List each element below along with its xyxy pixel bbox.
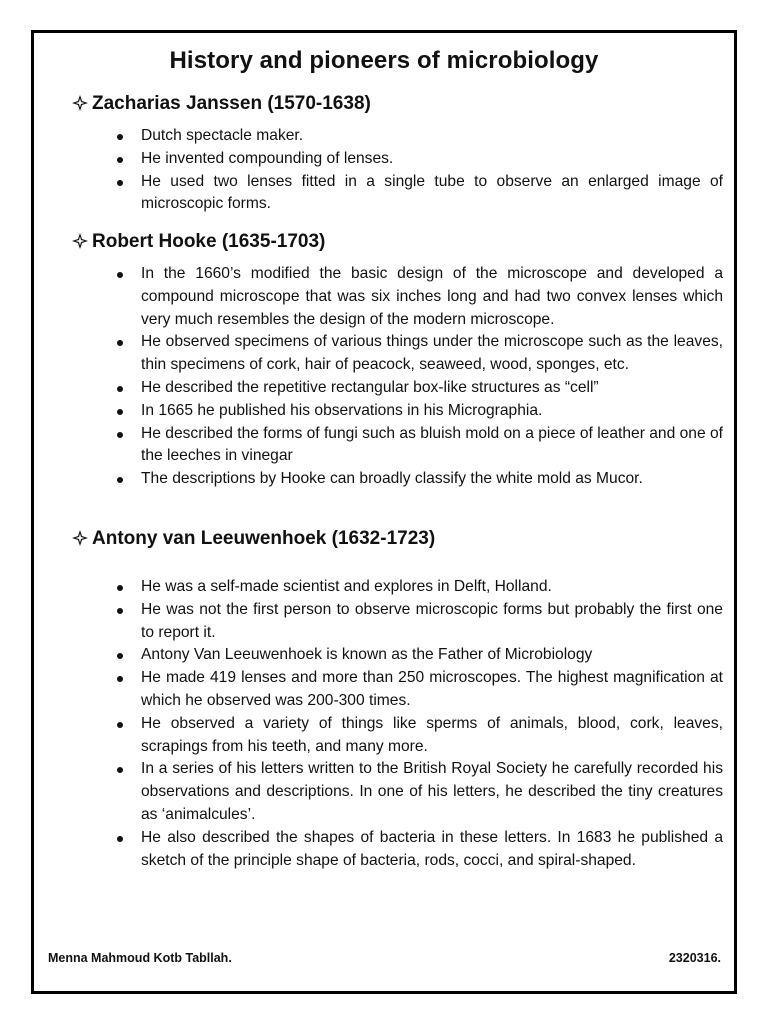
list-item: He invented compounding of lenses. [34, 148, 723, 171]
list-item: In 1665 he published his observations in his Micrographia. [34, 400, 723, 423]
list-item: Dutch spectacle maker. [34, 125, 723, 148]
section-heading-text: Robert Hooke (1635-1703) [92, 231, 326, 252]
list-item: He was a self-made scientist and explores in Delft, Holland. [34, 576, 723, 599]
bullet-dot-icon [117, 477, 123, 483]
bullet-dot-icon [117, 134, 123, 140]
list-item: He was not the first person to observe microscopic forms but probably the first one to report it. [34, 599, 723, 645]
bullet-dot-icon [117, 409, 123, 415]
list-item: He also described the shapes of bacteria in these letters. In 1683 he published a sketch of the principle shape of bacteria, rods, cocci, and spiral-shaped. [34, 827, 723, 873]
list-item: He observed specimens of various things under the microscope such as the leaves, thin specimens of cork, hair of peacock, seaweed, wood, sponges, etc. [34, 331, 723, 377]
list-item: He described the repetitive rectangular box-like structures as “cell” [34, 377, 723, 400]
section-heading-hooke [72, 231, 325, 253]
section-heading-leeuwenhoek [72, 528, 435, 550]
bullet-dot-icon [117, 272, 123, 278]
bullet-dot-icon [117, 722, 123, 728]
bullet-dot-icon [117, 676, 123, 682]
section-heading-text: Zacharias Janssen (1570-1638) [92, 93, 371, 114]
section-heading-text: Antony van Leeuwenhoek (1632-1723) [92, 528, 436, 549]
bullet-dot-icon [117, 180, 123, 186]
list-item: He observed a variety of things like sperms of animals, blood, cork, leaves, scrapings from his teeth, and many more. [34, 713, 723, 759]
list-item: He described the forms of fungi such as bluish mold on a piece of leather and one of the leeches in vinegar [34, 423, 723, 469]
bullet-list-janssen [34, 125, 723, 216]
page-border [31, 30, 737, 994]
list-item: He used two lenses fitted in a single tube to observe an enlarged image of microscopic forms. [34, 171, 723, 217]
section-heading-janssen [72, 93, 371, 115]
bullet-dot-icon [117, 432, 123, 438]
list-item: He made 419 lenses and more than 250 microscopes. The highest magnification at which he observed was 200-300 times. [34, 667, 723, 713]
footer-author: Menna Mahmoud Kotb Tabllah. [48, 951, 232, 965]
bullet-dot-icon [117, 653, 123, 659]
bullet-list-leeuwenhoek [34, 576, 723, 872]
diamond-bullet-icon [72, 530, 88, 546]
bullet-dot-icon [117, 157, 123, 163]
bullet-dot-icon [117, 767, 123, 773]
diamond-bullet-icon [72, 95, 88, 111]
list-item: In the 1660’s modified the basic design of the microscope and developed a compound microscope that was six inches long and had two convex lenses which very much resembles the design of the modern microscope. [34, 263, 723, 331]
bullet-dot-icon [117, 836, 123, 842]
bullet-dot-icon [117, 608, 123, 614]
diamond-bullet-icon [72, 233, 88, 249]
footer-student-id: 2320316. [668, 951, 721, 965]
bullet-dot-icon [117, 585, 123, 591]
bullet-list-hooke [34, 263, 723, 491]
bullet-dot-icon [117, 386, 123, 392]
list-item: The descriptions by Hooke can broadly classify the white mold as Mucor. [34, 468, 723, 491]
list-item: In a series of his letters written to the British Royal Society he carefully recorded his observations and descriptions. In one of his letters, he described the tiny creatures as ‘animalcules’. [34, 758, 723, 826]
page-title: History and pioneers of microbiology [169, 47, 599, 74]
list-item: Antony Van Leeuwenhoek is known as the Father of Microbiology [34, 644, 723, 667]
bullet-dot-icon [117, 340, 123, 346]
